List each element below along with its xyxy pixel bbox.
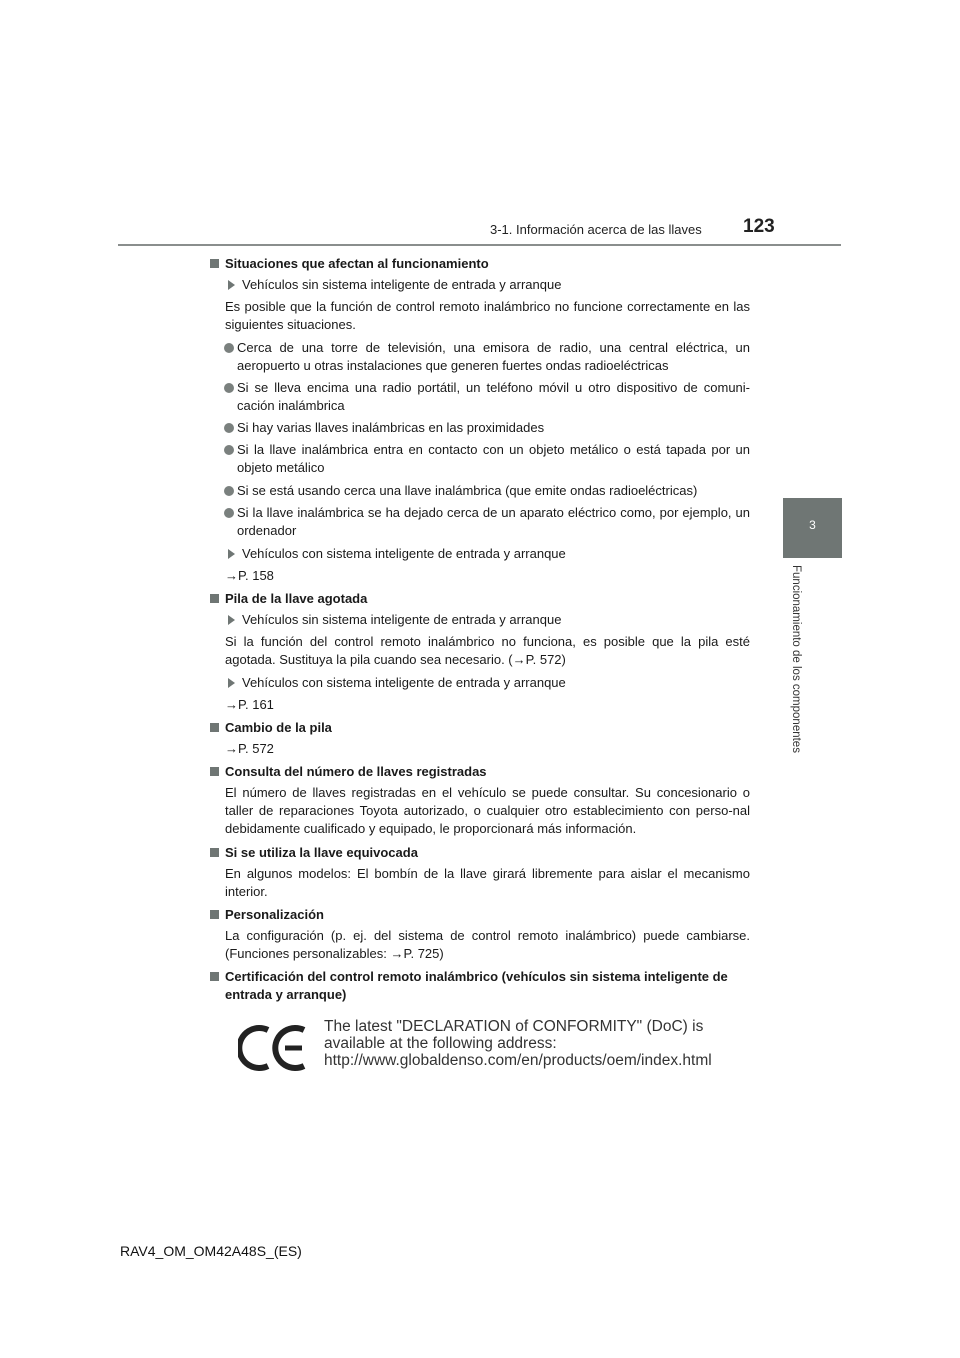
bullet-item: [210, 379, 750, 415]
block-text: La configuración (p. ej. del sistema de control remoto inalámbrico) puede cambiarse. (Funciones personalizables: →P. 725): [225, 928, 750, 961]
circle-bullet-icon: [224, 508, 234, 518]
vehicle-subheading: [210, 545, 750, 563]
paragraph: [210, 298, 750, 334]
block-text: →P. 572: [225, 741, 274, 756]
paragraph: [210, 865, 750, 901]
paragraph: [210, 740, 750, 758]
header-divider: [118, 244, 841, 246]
paragraph: [210, 633, 750, 669]
block-text: Si se está usando cerca una llave inalámbrica (que emite ondas radioeléctricas): [237, 483, 698, 498]
block-text: Pila de la llave agotada: [225, 591, 368, 606]
ce-declaration-line: available at the following address:: [324, 1035, 557, 1052]
square-bullet-icon: [210, 910, 219, 919]
block-text: Si la llave inalámbrica se ha dejado cerca de un aparato eléctrico como, por ejemplo, un ordenador: [237, 505, 750, 538]
square-bullet-icon: [210, 259, 219, 268]
ce-mark-logo: [238, 1022, 308, 1074]
chapter-tab-label: Funcionamiento de los componentes: [790, 565, 802, 753]
block-text: Certificación del control remoto inalámbrico (vehículos sin sistema inteligente de entrada y arranque): [225, 969, 728, 1002]
paragraph: [210, 567, 750, 585]
bullet-item: [210, 504, 750, 540]
block-text: Si se utiliza la llave equivocada: [225, 845, 418, 860]
block-text: Si se lleva encima una radio portátil, un teléfono móvil u otro dispositivo de comuni-cación inalámbrica: [237, 380, 750, 413]
bullet-item: [210, 419, 750, 437]
paragraph: [210, 696, 750, 714]
ce-declaration-line: The latest "DECLARATION of CONFORMITY" (DoC) is: [324, 1018, 704, 1035]
ce-declaration: [238, 1018, 738, 1078]
section-heading: [210, 255, 750, 273]
triangle-arrow-icon: [228, 280, 235, 290]
block-text: →P. 161: [225, 697, 274, 712]
vehicle-subheading: [210, 674, 750, 692]
document-code: RAV4_OM_OM42A48S_(ES): [120, 1243, 302, 1259]
block-text: Si la llave inalámbrica entra en contacto con un objeto metálico o está tapada por un objeto metálico: [237, 442, 750, 475]
section-heading: [210, 719, 750, 737]
block-text: Vehículos sin sistema inteligente de entrada y arranque: [242, 612, 562, 627]
vehicle-subheading: [210, 276, 750, 294]
block-text: Consulta del número de llaves registradas: [225, 764, 487, 779]
block-text: Personalización: [225, 907, 324, 922]
block-text: Vehículos con sistema inteligente de entrada y arranque: [242, 546, 566, 561]
triangle-arrow-icon: [228, 549, 235, 559]
square-bullet-icon: [210, 767, 219, 776]
section-heading: [210, 968, 750, 1004]
circle-bullet-icon: [224, 423, 234, 433]
paragraph: [210, 927, 750, 963]
ce-declaration-text: [324, 1018, 712, 1069]
page-number: 123: [743, 216, 775, 237]
block-text: Si la función del control remoto inalámbrico no funciona, es posible que la pila esté agotada. Sustituya la pila cuando sea necesario. (→P. 572): [225, 634, 750, 667]
vehicle-subheading: [210, 611, 750, 629]
block-text: Cerca de una torre de televisión, una emisora de radio, una central eléctrica, un aeropuerto u otras instalaciones que generen fuertes ondas radioeléctricas: [237, 340, 750, 373]
section-heading: [210, 763, 750, 781]
square-bullet-icon: [210, 848, 219, 857]
block-text: Cambio de la pila: [225, 720, 332, 735]
block-text: Vehículos sin sistema inteligente de entrada y arranque: [242, 277, 562, 292]
triangle-arrow-icon: [228, 678, 235, 688]
block-text: Situaciones que afectan al funcionamiento: [225, 256, 489, 271]
circle-bullet-icon: [224, 383, 234, 393]
square-bullet-icon: [210, 972, 219, 981]
square-bullet-icon: [210, 594, 219, 603]
square-bullet-icon: [210, 723, 219, 732]
block-text: Vehículos con sistema inteligente de entrada y arranque: [242, 675, 566, 690]
circle-bullet-icon: [224, 445, 234, 455]
bullet-item: [210, 339, 750, 375]
paragraph: [210, 784, 750, 838]
section-heading: [210, 844, 750, 862]
block-text: Si hay varias llaves inalámbricas en las proximidades: [237, 420, 545, 435]
block-text: En algunos modelos: El bombín de la llave girará libremente para aislar el mecanismo interior.: [225, 866, 750, 899]
section-heading: [210, 906, 750, 924]
section-heading: [210, 590, 750, 608]
circle-bullet-icon: [224, 486, 234, 496]
ce-declaration-url: http://www.globaldenso.com/en/products/oem/index.html: [324, 1052, 712, 1069]
block-text: →P. 158: [225, 568, 274, 583]
header-section-title: 3-1. Información acerca de las llaves: [490, 222, 702, 237]
bullet-item: [210, 482, 750, 500]
block-text: El número de llaves registradas en el vehículo se puede consultar. Su concesionario o taller de reparaciones Toyota autorizado, o cualquier otro establecimiento con perso-nal debidamente cualificado y equipado, le proporcionará más información.: [225, 785, 750, 836]
triangle-arrow-icon: [228, 615, 235, 625]
bullet-item: [210, 441, 750, 477]
circle-bullet-icon: [224, 343, 234, 353]
block-text: Es posible que la función de control remoto inalámbrico no funcione correctamente en las siguientes situaciones.: [225, 299, 750, 332]
chapter-tab-number: 3: [809, 518, 816, 532]
